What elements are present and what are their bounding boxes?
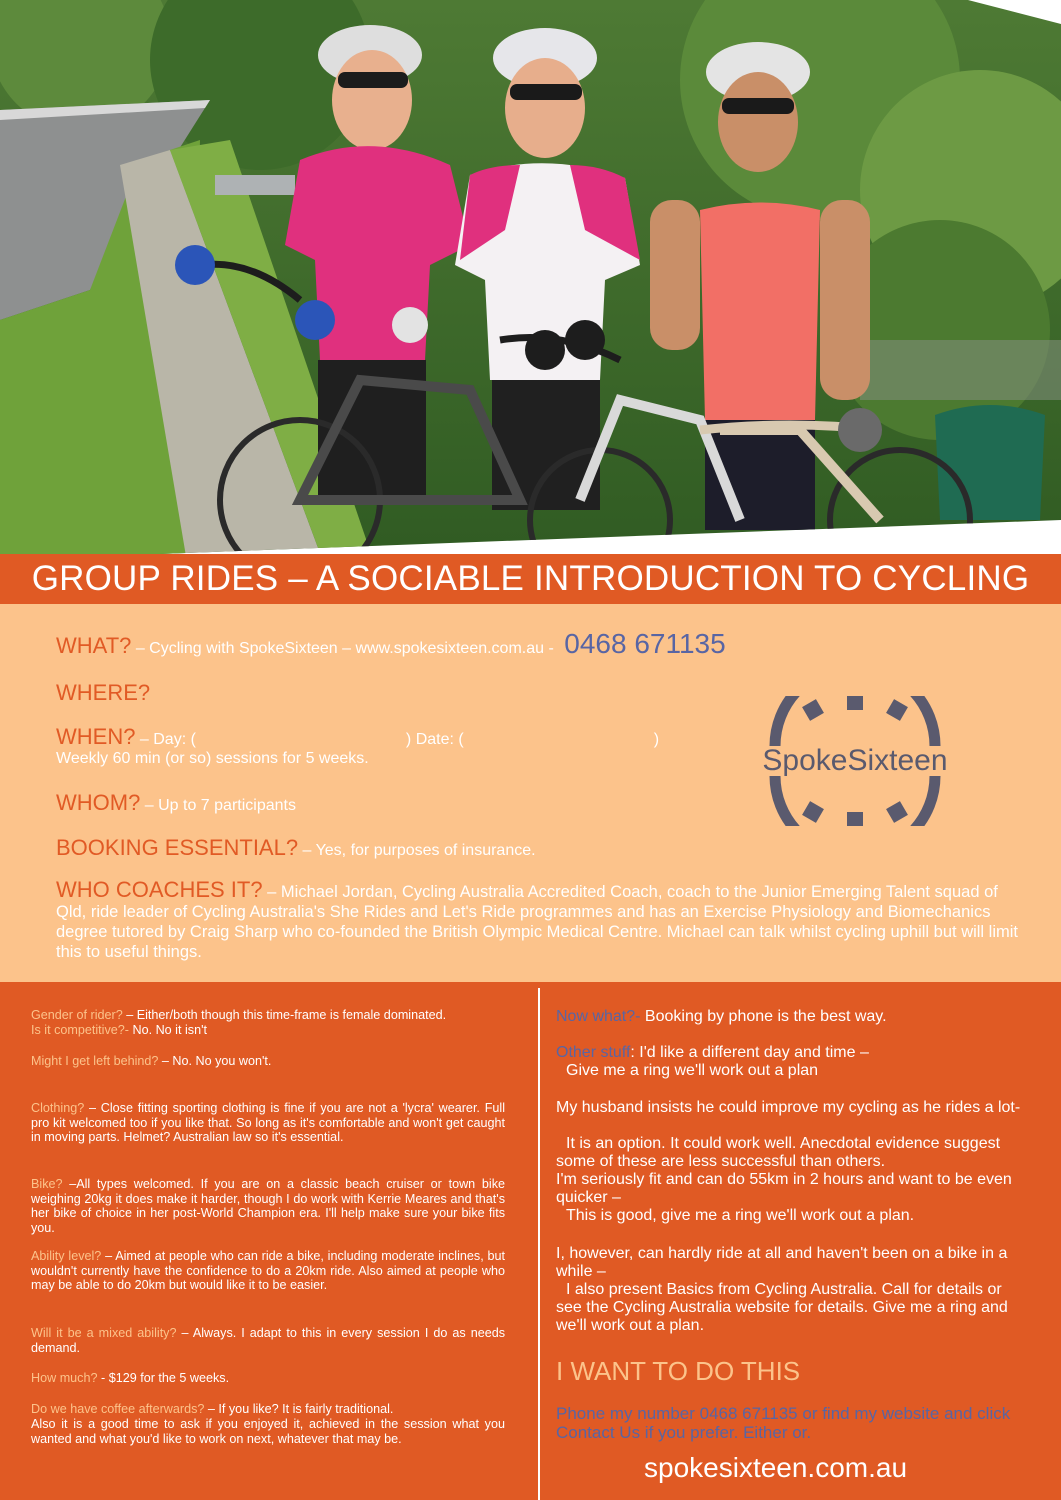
where-label: WHERE? xyxy=(56,680,151,705)
faq-fit-answer: This is good, give me a ring we'll work out a plan. xyxy=(566,1207,915,1224)
title-banner xyxy=(0,554,1061,604)
faq-answer: Booking by phone is the best way. xyxy=(640,1008,887,1025)
faq-answer: – Either/both though this time-frame is female dominated. xyxy=(122,1008,447,1022)
faq-husband-answer: It is an option. It could work well. Anecdotal evidence suggest some of these are less successful than others. xyxy=(556,1135,1001,1170)
faq-now-what xyxy=(556,1008,1030,1026)
faq-question: Gender of rider? xyxy=(31,1008,123,1022)
banner-title: GROUP RIDES – A SOCIABLE INTRODUCTION TO CYCLING xyxy=(31,559,1030,598)
faq-question: Will it be a mixed ability? xyxy=(31,1326,177,1340)
faq-question: Other stuff xyxy=(556,1044,631,1061)
faq-question: How much? xyxy=(31,1371,98,1385)
faq-answer: Also it is a good time to ask if you enjoyed it, achieved in the session what you wanted and what you'd like to work on next, whatever that may be. xyxy=(31,1417,505,1446)
faq-ability xyxy=(31,1249,505,1293)
faq-other-stuff xyxy=(556,1044,1030,1062)
faq-answer: : I'd like a different day and time – xyxy=(630,1044,869,1061)
logo-text: SpokeSixteen xyxy=(762,744,948,777)
faq-answer: – Close fitting sporting clothing is fine if you are not a 'lycra' wearer. Full pro kit welcomed too if you like that. So long as it's comfortable and won't get caught in moving parts. Helmet? Australian law so it's essential. xyxy=(31,1101,505,1144)
hero-illustration xyxy=(0,0,1061,580)
faq-answer: - $129 for the 5 weeks. xyxy=(97,1371,230,1385)
faq-answer: – No. No you won't. xyxy=(158,1054,272,1068)
what-line xyxy=(56,628,726,660)
guard-rail xyxy=(215,175,295,195)
faq-gender xyxy=(31,1008,505,1023)
spokesixteen-logo xyxy=(735,696,975,826)
faq-clothing xyxy=(31,1101,505,1145)
cta-text[interactable]: Phone my number 0468 671135 or find my website and click Contact Us if you prefer. Either or. xyxy=(556,1404,1011,1442)
faq-question: Might I get left behind? xyxy=(31,1054,159,1068)
hero-photo xyxy=(0,0,1061,580)
coach-paragraph xyxy=(56,877,1022,962)
what-text: – Cycling with SpokeSixteen – www.spokesixteen.com.au - xyxy=(131,640,559,657)
gear-logo-icon xyxy=(735,696,975,826)
when-close: ) xyxy=(653,731,660,748)
faq-coffee-extra xyxy=(31,1417,505,1446)
booking-line xyxy=(56,835,536,861)
faq-price xyxy=(31,1371,505,1386)
when-weekly: Weekly 60 min (or so) sessions for 5 weeks. xyxy=(56,750,369,767)
faq-question: Clothing? xyxy=(31,1101,85,1115)
faq-question: Is it competitive?- xyxy=(31,1023,129,1037)
faq-bike xyxy=(31,1177,505,1235)
website-link[interactable]: spokesixteen.com.au xyxy=(644,1452,908,1483)
when-line xyxy=(56,724,659,750)
faq-mixed xyxy=(31,1326,505,1355)
faq-question: Ability level? xyxy=(31,1249,102,1263)
faq-question: Do we have coffee afterwards? xyxy=(31,1402,205,1416)
faq-answer: – If you like? It is fairly traditional. xyxy=(204,1402,394,1416)
cta-heading: I WANT TO DO THIS xyxy=(556,1356,801,1386)
when-day: – Day: ( xyxy=(135,731,196,748)
whom-line xyxy=(56,790,296,816)
faq-answer: – Always. I adapt to this in every session I do as needs demand. xyxy=(31,1326,506,1355)
when-label: WHEN? xyxy=(56,724,136,749)
whom-label: WHOM? xyxy=(56,790,141,815)
faq-other-answer: Give me a ring we'll work out a plan xyxy=(566,1062,819,1079)
faq-question: Bike? xyxy=(31,1177,63,1191)
coach-label: WHO COACHES IT? xyxy=(56,877,263,902)
whom-text: – Up to 7 participants xyxy=(140,797,296,814)
column-divider xyxy=(538,988,540,1500)
faq-answer: No. No it isn't xyxy=(128,1023,207,1037)
faq-question: Now what?- xyxy=(556,1008,641,1025)
faq-competitive xyxy=(31,1023,505,1038)
faq-coffee xyxy=(31,1402,505,1417)
faq-beginner-answer: I also present Basics from Cycling Australia. Call for details or see the Cycling Australia website for details. Give me a ring and we'll work out a plan. xyxy=(556,1281,1008,1334)
booking-label: BOOKING ESSENTIAL? xyxy=(56,835,299,860)
when-date: ) Date: ( xyxy=(405,731,464,748)
faq-fit: I'm seriously fit and can do 55km in 2 hours and want to be even quicker – xyxy=(556,1171,1012,1206)
what-phone[interactable]: 0468 671135 xyxy=(564,628,726,659)
what-label: WHAT? xyxy=(56,633,132,658)
faq-answer: – Aimed at people who can ride a bike, including moderate inclines, but wouldn't currently have the confidence to do a 20km ride. Also aimed at people who may be able to do 20km but would like it to be easier. xyxy=(31,1249,506,1292)
coach-text: – Michael Jordan, Cycling Australia Accredited Coach, coach to the Junior Emerging Talent squad of Qld, ride leader of Cycling Australia's She Rides and Let's Ride programmes and has an Exercise Physiology and Biomechanics degree tutored by Craig Sharp who co-founded the British Olympic Medical Centre. Michael can talk whilst cycling uphill but will limit this to useful things. xyxy=(56,883,1019,961)
faq-answer: –All types welcomed. If you are on a classic beach cruiser or town bike weighing 20kg it does make it harder, though I do work with Kerrie Meares and that's her bike of choice in her post-World Champion era. I'll help make sure your bike fits you. xyxy=(31,1177,505,1235)
faq-husband: My husband insists he could improve my cycling as he rides a lot- xyxy=(556,1099,1021,1116)
faq-beginner: I, however, can hardly ride at all and haven't been on a bike in a while – xyxy=(556,1245,1008,1280)
green-bin xyxy=(935,405,1045,520)
where-line xyxy=(56,680,150,706)
booking-text: – Yes, for purposes of insurance. xyxy=(298,842,536,859)
faq-left-behind xyxy=(31,1054,505,1069)
